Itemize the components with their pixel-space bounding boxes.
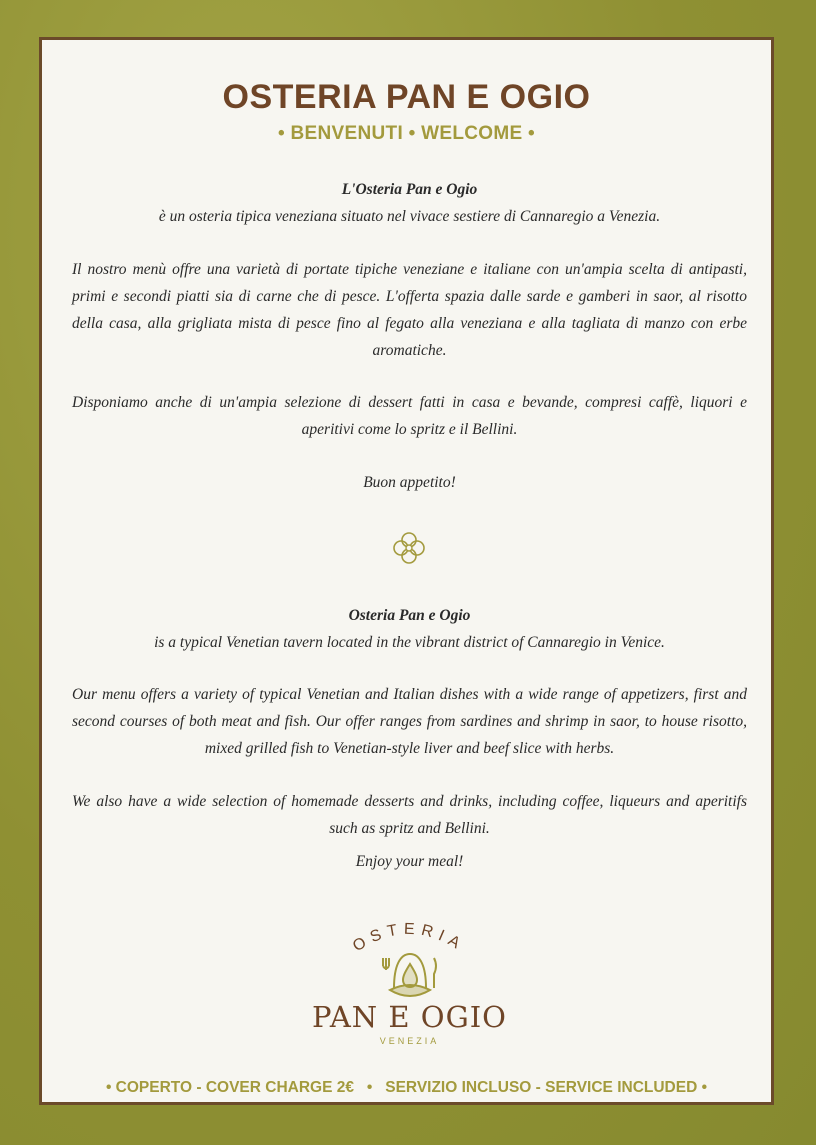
italian-closing: Buon appetito! (363, 474, 456, 491)
english-paragraph-2: We also have a wide selection of homemade desserts and drinks, including coffee, liqueurs and aperitifs such as spritz and Bellini. (72, 793, 747, 837)
page-title: OSTERIA PAN E OGIO (222, 78, 591, 116)
english-intro: is a typical Venetian tavern located in the vibrant district of Cannaregio in Venice. (154, 634, 665, 651)
menu-card (39, 37, 774, 1105)
english-closing: Enjoy your meal! (355, 853, 464, 870)
restaurant-logo (282, 920, 537, 1050)
logo-city: VENEZIA (379, 1036, 440, 1046)
english-heading: Osteria Pan e Ogio (348, 607, 471, 624)
english-paragraph-1: Our menu offers a variety of typical Venetian and Italian dishes with a wide range of appetizers, first and second courses of both meat and fish. Our offer ranges from sardines and shrimp in saor, to house risotto, mixed grilled fish to Venetian-style liver and beef slice with herbs. (72, 686, 747, 757)
italian-intro: è un osteria tipica veneziana situato nel vivace sestiere di Cannaregio a Venezia. (158, 208, 661, 225)
logo-name: PAN E OGIO (312, 1000, 507, 1034)
italian-paragraph-1: Il nostro menù offre una varietà di portate tipiche veneziane e italiane con un'ampia scelta di antipasti, primi e secondi piatti sia di carne che di pesce. L'offerta spazia dalle sarde e gamberi in saor, al risotto della casa, alla grigliata mista di pesce fino al fegato alla veneziana e alla tagliata di manzo con erbe aromatiche. (72, 261, 747, 359)
svg-text:OSTERIA: OSTERIA (350, 920, 468, 956)
italian-paragraph-2: Disponiamo anche di un'ampia selezione di dessert fatti in casa e bevande, compresi caffè, liquori e aperitivi come lo spritz e il Bellini. (72, 394, 747, 438)
italian-heading: L'Osteria Pan e Ogio (341, 181, 478, 198)
clover-ornament-icon (392, 531, 426, 565)
bread-oil-emblem-icon (378, 944, 442, 1004)
welcome-subtitle: • BENVENUTI • WELCOME • (278, 123, 535, 144)
footer-charges: • COPERTO - COVER CHARGE 2€ • SERVIZIO INCLUSO - SERVICE INCLUDED • (105, 1079, 708, 1096)
